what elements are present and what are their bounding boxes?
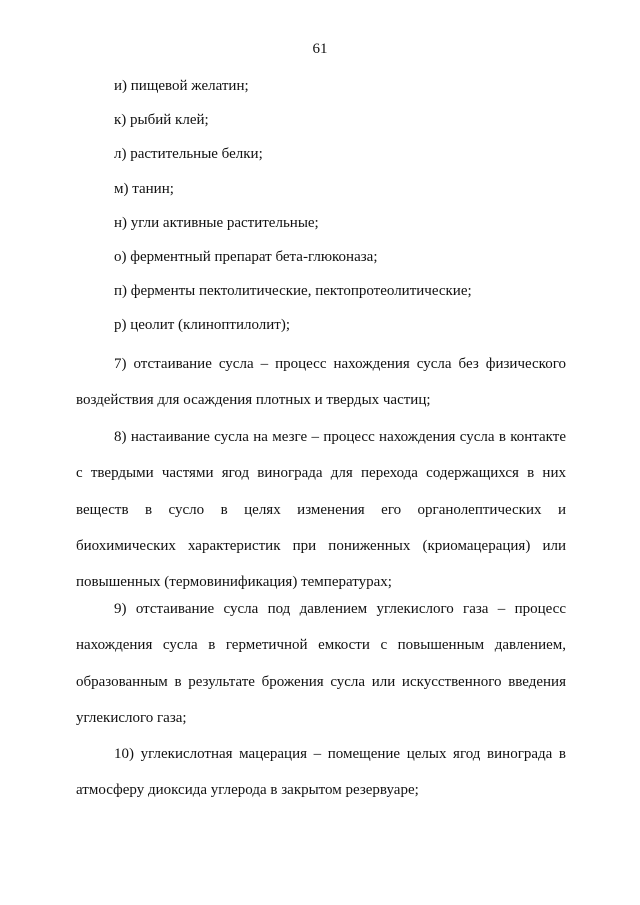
list-item-o: о) ферментный препарат бета-глюконаза;: [114, 248, 378, 265]
additives-list: [114, 76, 574, 350]
page-number: 61: [312, 41, 328, 57]
paragraph-10-carbonic-maceration: 10) углекислотная мацерация – помещение целых ягод винограда в атмосферу диоксида углерода в закрытом резервуаре;: [76, 746, 566, 799]
list-item-n: н) угли активные растительные;: [114, 214, 319, 231]
list-item-p: п) ферменты пектолитические, пектопротеолитические;: [114, 283, 472, 300]
list-item-k: к) рыбий клей;: [114, 112, 209, 129]
list-item-r: р) цеолит (клиноптилолит);: [114, 317, 291, 334]
paragraph-7-settling: 7) отстаивание сусла – процесс нахождения сусла без физического воздействия для осаждения плотных и твердых частиц;: [76, 356, 566, 409]
paragraph-8-maceration-on-pomace: 8) настаивание сусла на мезге – процесс нахождения сусла в контакте с твердыми частями ягод винограда для перехода содержащихся в них веществ в сусло в целях изменения его органолептических и биохимических характеристик при пониженных (криомацерация) или повышенных (термовинификация) температурах;: [76, 429, 566, 591]
list-item-i: и) пищевой желатин;: [114, 78, 249, 94]
paragraph-9-settling-under-pressure: 9) отстаивание сусла под давлением углекислого газа – процесс нахождения сусла в герметичной емкости с повышенным давлением, образованным в результате брожения сусла или искусственного введения углекислого газа;: [76, 601, 566, 726]
list-item-l: л) растительные белки;: [114, 146, 263, 163]
list-item-m: м) танин;: [114, 180, 174, 197]
